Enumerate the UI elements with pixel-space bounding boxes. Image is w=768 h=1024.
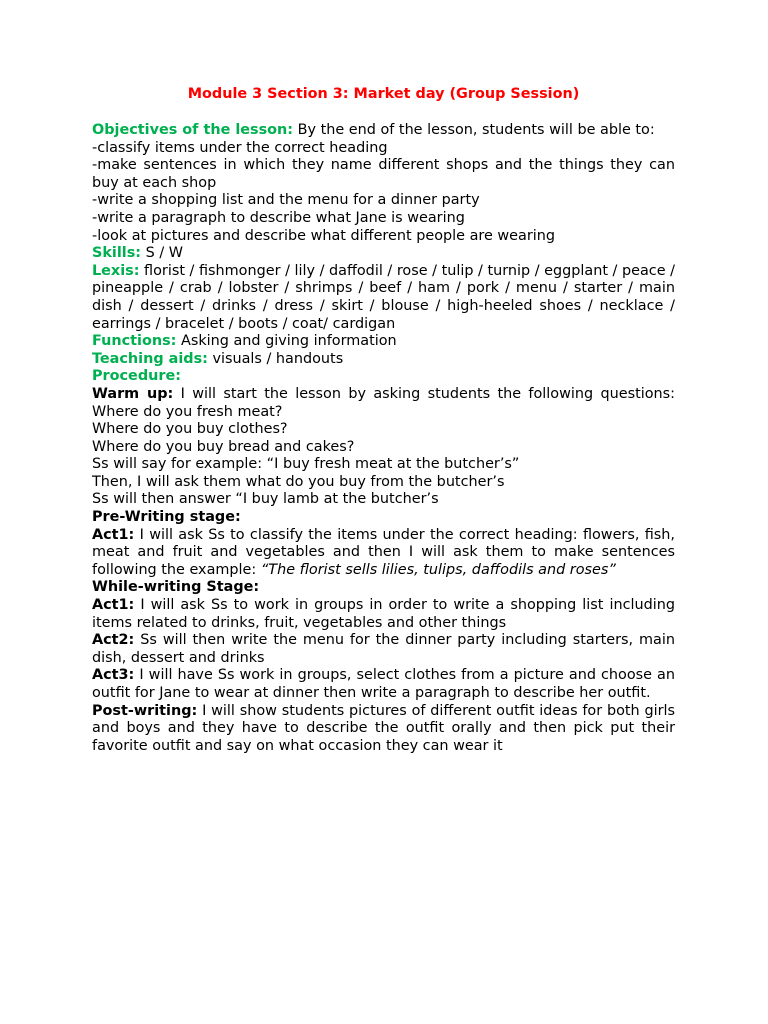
objective-item: -make sentences in which they name different shops and the things they can buy at each shop [92,157,675,191]
lexis-paragraph [92,263,675,333]
warm-up-text: I will start the lesson by asking students the following questions: Where do you fresh meat? [92,385,675,420]
objective-item: -look at pictures and describe what different people are wearing [92,227,556,244]
act1-label: Act1: [92,597,135,614]
warm-up-line: Ss will then answer “I buy lamb at the butcher’s [92,491,439,508]
objectives-paragraph [92,122,675,140]
functions-value: Asking and giving information [180,333,397,350]
act3-text: I will have Ss work in groups, select clothes from a picture and choose an outfit for Jane to wear at dinner then write a paragraph to describe her outfit. [92,667,676,701]
warm-up-line: Where do you buy bread and cakes? [92,438,355,455]
while-writing-act2 [92,632,675,667]
lexis-label: Lexis: [92,262,140,279]
warm-up-paragraph [92,386,675,421]
act1-label: Act1: [92,526,135,543]
act1-text: I will ask Ss to work in groups in order to write a shopping list including items related to drinks, fruit, vegetables and other things [92,597,675,631]
pre-writing-heading: Pre-Writing stage: [92,509,241,526]
warm-up-label: Warm up: [92,385,174,402]
while-writing-act3 [92,667,675,702]
functions-line [92,333,675,351]
pre-writing-act1 [92,527,675,580]
while-writing-heading: While-writing Stage: [92,579,260,596]
skills-label: Skills: [92,245,142,262]
act1-example: “The florist sells lilies, tulips, daffodils and roses” [260,561,616,578]
functions-label: Functions: [92,333,177,350]
lesson-plan-body [92,84,675,755]
objective-item: -write a shopping list and the menu for a dinner party [92,192,480,209]
teaching-aids-label: Teaching aids: [92,350,208,367]
objective-item: -classify items under the correct heading [92,139,388,156]
teaching-aids-value: visuals / handouts [212,350,344,367]
warm-up-line: Where do you buy clothes? [92,421,288,438]
warm-up-line: Then, I will ask them what do you buy from the butcher’s [92,473,505,490]
while-writing-act1 [92,597,675,632]
warm-up-line: Ss will say for example: “I buy fresh meat at the butcher’s” [92,456,520,473]
objectives-intro: By the end of the lesson, students will be able to: [297,122,655,138]
skills-line [92,245,675,263]
act2-label: Act2: [92,632,135,649]
skills-value: S / W [145,245,184,262]
post-writing-label: Post-writing: [92,702,198,719]
post-writing-paragraph [92,703,675,756]
act2-text: Ss will then write the menu for the dinner party including starters, main dish, dessert and drinks [92,632,675,666]
document-title: Module 3 Section 3: Market day (Group Session) [187,86,580,102]
act1-text: I will ask Ss to classify the items under the correct heading: flowers, fish, meat and fruit and vegetables and then I will ask them to make sentences following the example: [92,526,675,578]
teaching-aids-line [92,351,675,369]
post-writing-text: I will show students pictures of different outfit ideas for both girls and boys and they have to describe the outfit orally and then pick put their favorite outfit and say on what occasion they can wear it [92,702,676,754]
act3-label: Act3: [92,667,135,684]
objectives-label: Objectives of the lesson: [92,122,294,138]
procedure-heading: Procedure: [92,368,181,385]
lexis-value: florist / fishmonger / lily / daffodil / rose / tulip / turnip / eggplant / peace / pineapple / crab / lobster / shrimps / beef / ham / pork / menu / starter / main dish / dessert / drinks / dress / skirt / blouse / high-heeled shoes / necklace / earrings / bracelet / boots / coat/ cardigan [92,262,675,332]
objective-item: -write a paragraph to describe what Jane is wearing [92,209,465,226]
